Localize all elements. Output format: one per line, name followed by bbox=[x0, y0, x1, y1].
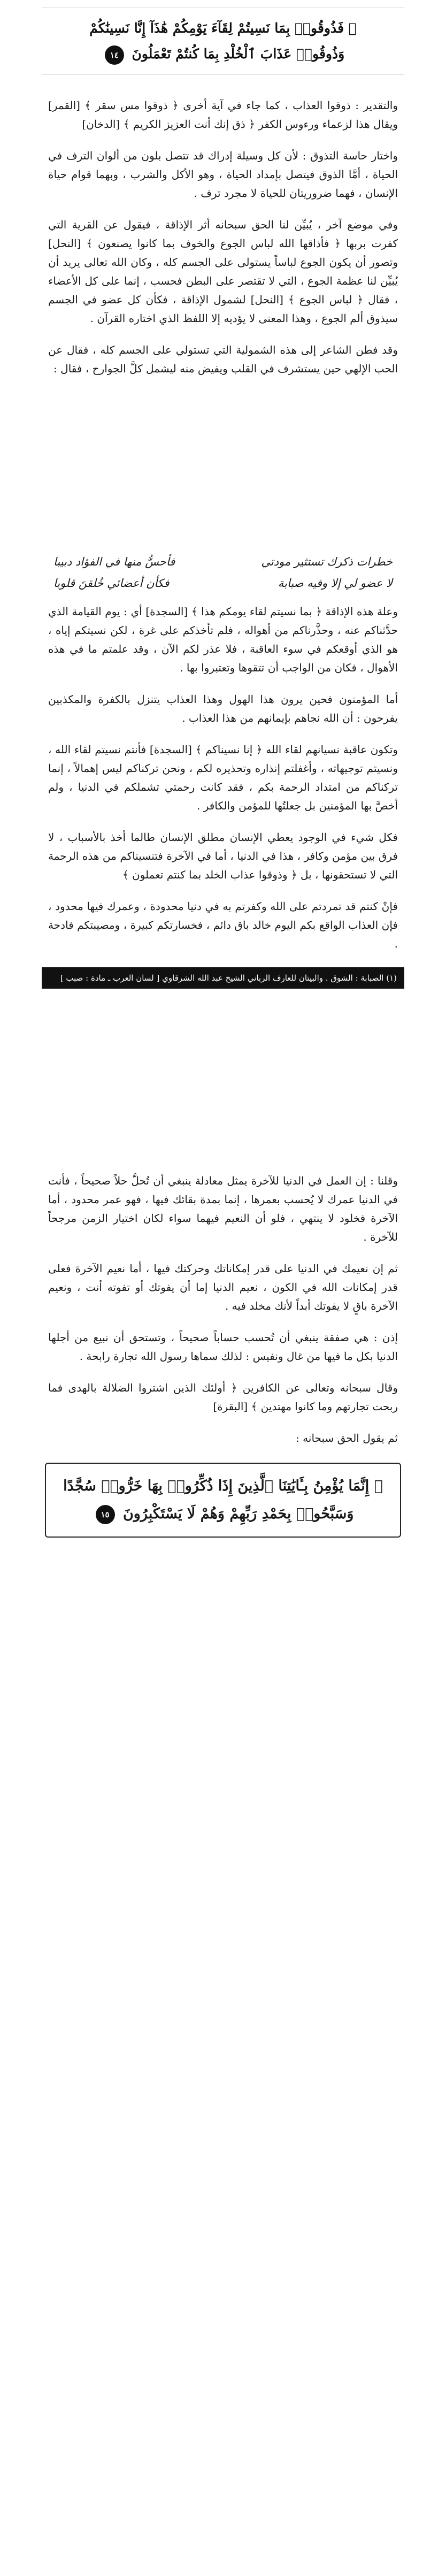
paragraph: واختار حاسة التذوق : لأن كل وسيلة إدراك قد تتصل بلون من ألوان الترف في الحياة ، أمَّا الذوق فيتصل بإمداد الحياة ، وهو الأكل والشرب ، وبهما قوام حياة الإنسان ، فهما ضروريتان للحياة لا مجرد ترف . bbox=[48, 149, 398, 200]
paragraph: إذن : هي صفقة ينبغي أن تُحسب حساباً صحيحاً ، وتستحق أن نبيع من أجلها الدنيا بكل ما فيها من غال ونفيس : لذلك سماها رسول الله تجارة رابحة . bbox=[48, 1331, 398, 1363]
page-1-body bbox=[24, 96, 422, 378]
paragraph: فإنْ كنتم قد تمردتم على الله وكفرتم به في دنيا محدودة ، وعمرك فيها محدود ، فإن العذاب الواقع بكم اليوم خالد باق دائم ، فخسارتكم كبيرة ، ومصيبتكم فادحة . bbox=[48, 900, 398, 950]
poem-hemistich: فكأن أعضائي خُلقنَ قلوبا bbox=[53, 577, 170, 590]
page-2-body bbox=[24, 602, 422, 953]
verse-line-2-text: وَذُوقُوا۟ عَذَابَ ٱلْخُلْدِ بِمَا كُنتُمْ تَعْمَلُونَ bbox=[132, 46, 345, 62]
verse-line-1: ﴿ فَذُوقُوا۟ بِمَا نَسِيتُمْ لِقَآءَ يَوْمِكُمْ هَٰذَآ إِنَّا نَسِينَٰكُمْ bbox=[89, 20, 357, 36]
paragraph: وقال سبحانه وتعالى عن الكافرين ﴿ أولئك الذين اشتروا الضلالة بالهدى فما ربحت تجارتهم وما كانوا مهتدين ﴾ [البقرة] bbox=[48, 1381, 398, 1413]
poem-hemistich: لا عضو لي إلا وفيه صبابة bbox=[278, 577, 393, 590]
paragraph: وتكون عاقبة نسيانهم لقاء الله ﴿ إنا نسيناكم ﴾ [السجدة] فأنتم نسيتم لقاء الله ، ونسيتم توجيهاته ، وأغفلتم إنذاره وتحذيره لكم ، ونحن تركناكم ليس إهمالاً ، إنما تركناكم من امتداد الرحمة بكم ، فقد كانت رحمتي تشملكم في الدنيا ، ولم أخصَّ بها المؤمنين بل جعلتُها للمؤمن والكافر . bbox=[48, 743, 398, 812]
poem-line bbox=[53, 551, 393, 572]
closing-verse bbox=[45, 1463, 401, 1538]
poem-hemistich: فأحسُّ منها في الفؤاد دبيبا bbox=[53, 555, 175, 568]
paragraph: وقد فطن الشاعر إلى هذه الشمولية التي تستولي على الجسم كله ، فقال عن الحب الإلهي حين يستشرف في القلب ويفيض منه ليشمل كلَّ الجوارح ، فقال : bbox=[48, 343, 398, 375]
paragraph: ثم إن نعيمك في الدنيا على قدر إمكاناتك وحركتك فيها ، أما نعيم الآخرة فعلى قدر إمكانات الله في الكون ، نعيم الدنيا إما أن يفوتك أو تفوته أنت ، ونعيم الآخرة باقٍ لا يفوتك أبداً لأنك مخلد فيه . bbox=[48, 1262, 398, 1312]
paragraph: وعلة هذه الإذاقة ﴿ بما نسيتم لقاء يومكم هذا ﴾ [السجدة] أي : يوم القيامة الذي حدَّثناكم عنه ، وحذَّرناكم من أهواله ، فلم تأخذكم على غرة ، لكن نسيتكم إياه ، هو الذي أوقعكم في سوء العاقبة ، فلا عذر لكم الآن ، وقد علمتم ما في هذه الأهوال ، فكان من الواجب أن تتقوها وتعتبروا بها . bbox=[48, 605, 398, 674]
closing-verse-number-badge: ١٥ bbox=[96, 1505, 115, 1524]
verse-number-badge: ١٤ bbox=[105, 45, 124, 65]
closing-verse-line-1: ﴿ إِنَّمَا يُؤْمِنُ بِـَٔايَٰتِنَا ٱلَّذِينَ إِذَا ذُكِّرُوا۟ بِهَا خَرُّوا۟ سُجَّدًا bbox=[63, 1478, 383, 1494]
paragraph: والتقدير : ذوقوا العذاب ، كما جاء في آية أخرى ﴿ ذوقوا مس سقر ﴾ [القمر] ويقال هذا لزعماء ورءوس الكفر ﴿ ذق إنك أنت العزيز الكريم ﴾ [الدخان] bbox=[48, 99, 398, 131]
page-3 bbox=[24, 1156, 422, 2576]
paragraph: فكل شيء في الوجود يعطي الإنسان مطلق الإنسان طالما أخذ بالأسباب ، لا فرق بين مؤمن وكافر ، هذا في الدنيا ، أما في الآخرة فتنسيناكم من هذه الرحمة التي لا تستحقونها ، بل ﴿ وذوقوا عذاب الخلد بما كنتم تعملون ﴾ bbox=[48, 831, 398, 881]
poem-hemistich: خطرات ذكرك تستثير مودتي bbox=[261, 555, 393, 568]
verse-header bbox=[42, 7, 404, 75]
closing-verse-line-2 bbox=[56, 1500, 390, 1528]
poem-line bbox=[53, 572, 393, 594]
paragraph: وقلنا : إن العمل في الدنيا للآخرة يمثل معادلة ينبغي أن تُحلَّ حلاً صحيحاً ، فأنت في الدنيا عمرك لا يُحسب بعمرها ، إنما بمدة بقائك فيها ، فهو عمر محدود ، أما الآخرة فخلود لا ينتهي ، فلو أن النعيم فيهما سواء لكان اختيار الزمن مرجحاً للآخرة . bbox=[48, 1174, 398, 1243]
paragraph: وفي موضع آخر ، يُبيِّن لنا الحق سبحانه أثر الإذاقة ، فيقول عن القرية التي كفرت بربها ﴿ فأذاقها الله لباس الجوع والخوف بما كانوا يصنعون ﴾ [النحل] وتصور أن يكون الجوع لباساً يستولى على الجسم كله ، وكان الله تعالى يريد أن يُبيِّن لنا عظمة الجوع ، التي لا تقتصر على البطن فحسب ، إنما على كل الأعضاء ، فقال ﴿ لباس الجوع ﴾ [النحل] لشمول الإذاقة ، فكأن كل عضو في الجسم سيذوق ألم الجوع ، وهذا المعنى لا يؤديه إلا اللفظ الذي اختاره القرآن . bbox=[48, 218, 398, 325]
page-3-body bbox=[24, 1156, 422, 1448]
page-1 bbox=[24, 0, 422, 540]
poem bbox=[24, 540, 422, 594]
verse-line-2 bbox=[51, 41, 395, 67]
footnote: (١) الصبابة : الشوق . والبيتان للعارف الرباني الشيخ عبد الله الشرقاوي [ لسان العرب ـ مادة : صبب ] bbox=[42, 967, 404, 989]
paragraph: ثم يقول الحق سبحانه : bbox=[296, 1432, 398, 1444]
page-2 bbox=[24, 540, 422, 1156]
closing-verse-line-2-text: وَسَبَّحُوا۟ بِحَمْدِ رَبِّهِمْ وَهُمْ لَا يَسْتَكْبِرُونَ bbox=[122, 1505, 354, 1522]
paragraph: أما المؤمنون فحين يرون هذا الهول وهذا العذاب يتنزل بالكفرة والمكذبين يفرحون : أن الله نجاهم بإيمانهم من هذا العذاب . bbox=[48, 693, 398, 724]
